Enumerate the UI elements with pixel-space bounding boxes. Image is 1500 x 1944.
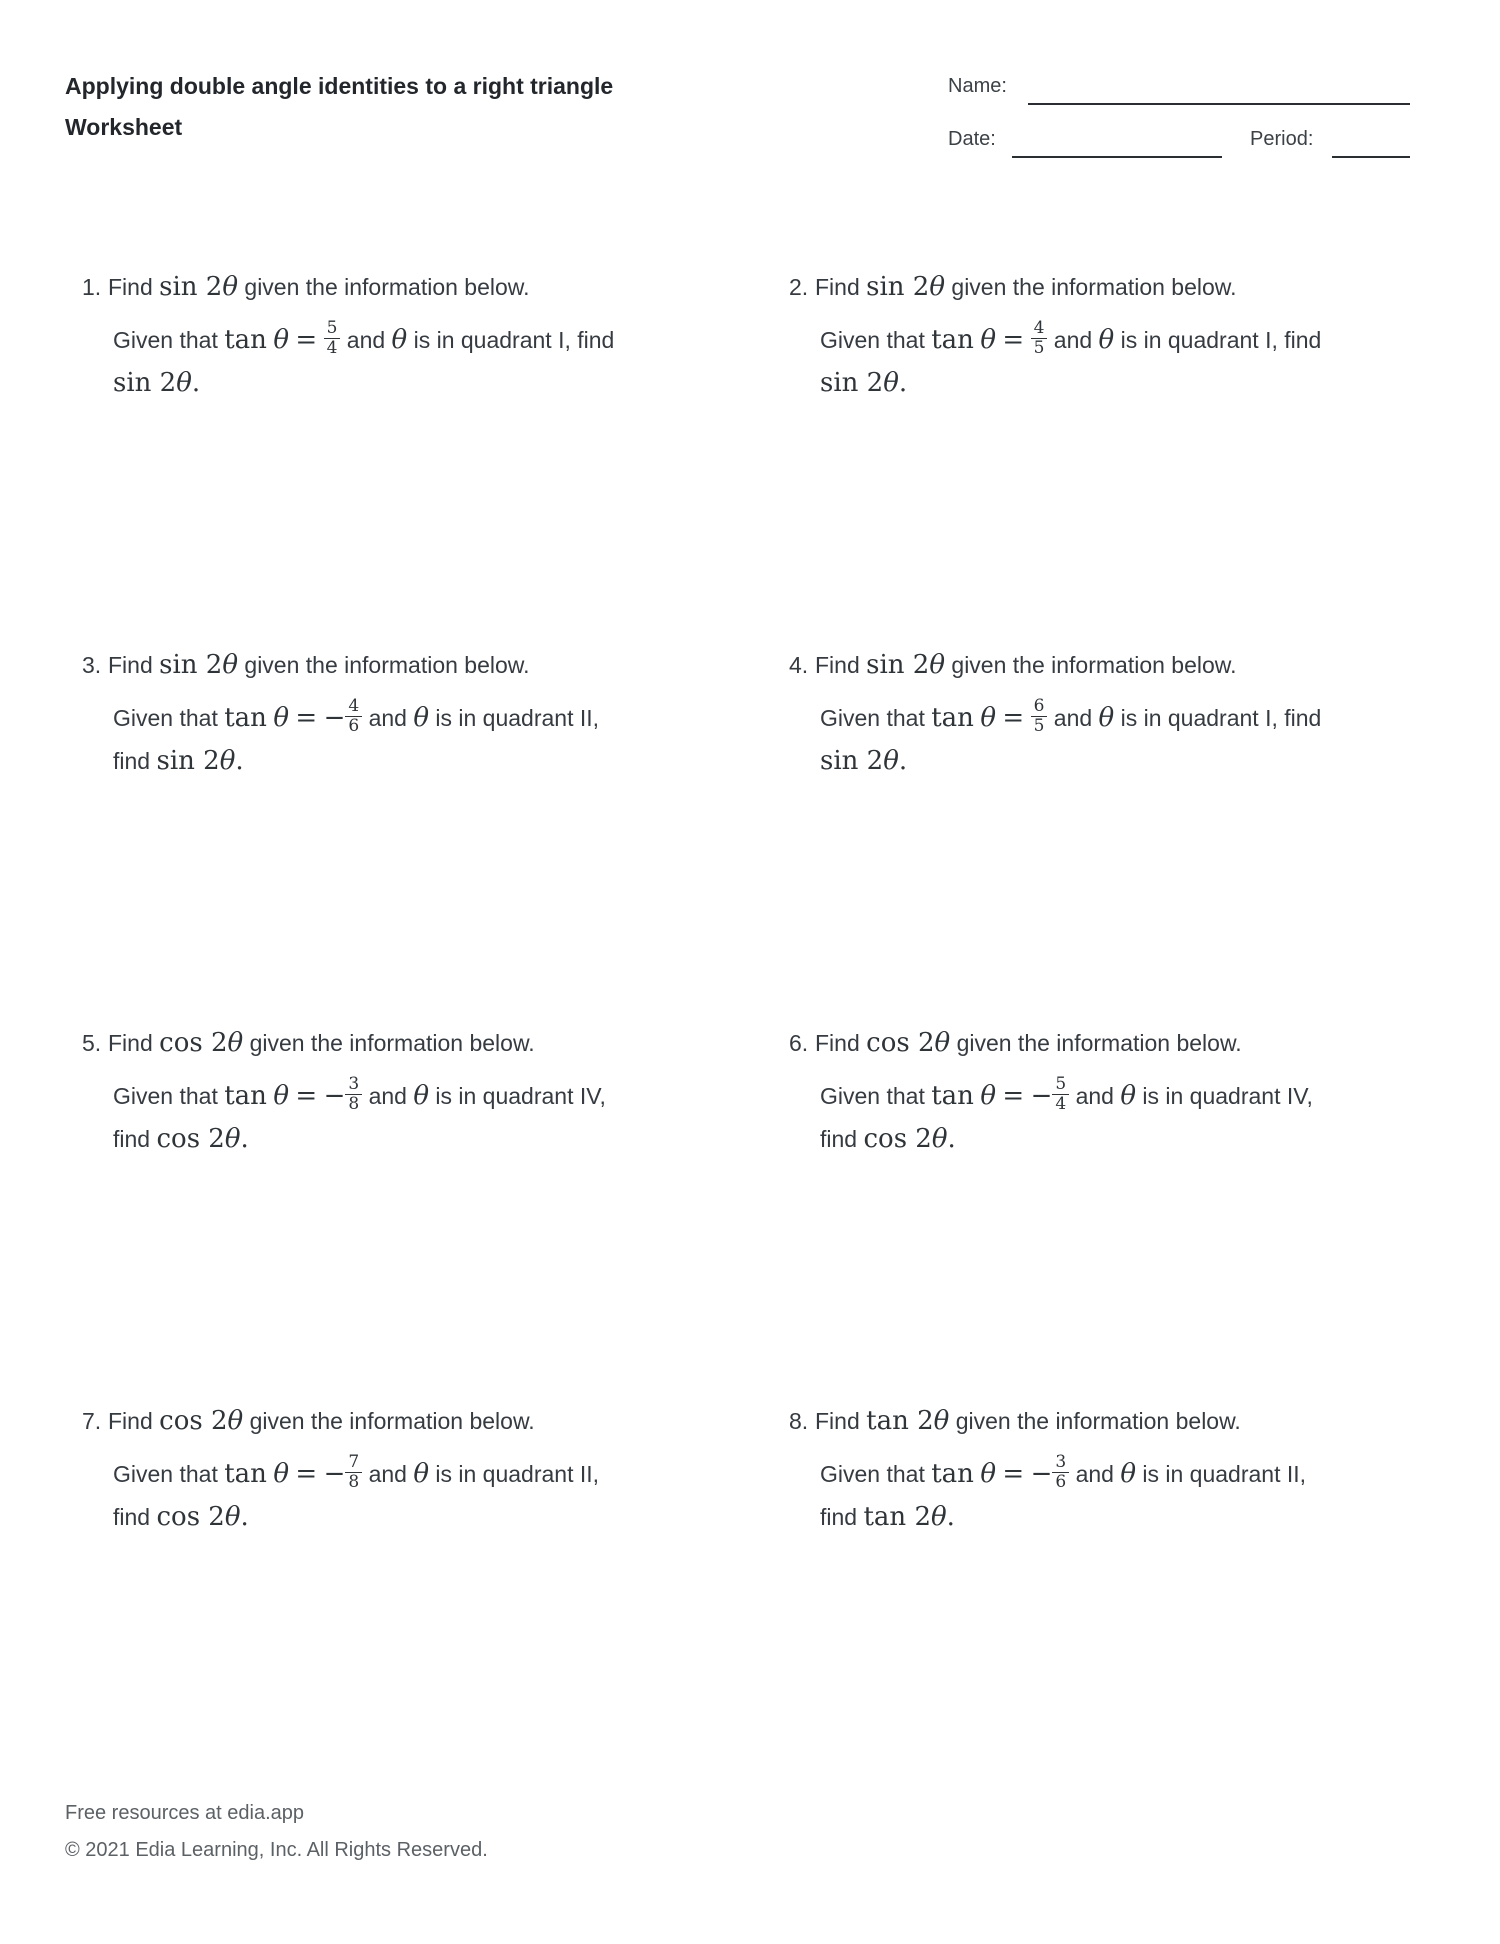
- period-mark: .: [947, 1124, 956, 1154]
- target-math: cos 2: [159, 1028, 228, 1058]
- and-label: and: [1075, 1083, 1114, 1109]
- theta-symbol: θ: [1098, 325, 1115, 355]
- find-prefix: find: [113, 1126, 151, 1152]
- problem-heading: [82, 648, 722, 682]
- quadrant-text: is in quadrant II,: [1142, 1461, 1307, 1487]
- fraction: [324, 319, 341, 359]
- target-math: cos 2: [159, 1406, 228, 1436]
- fraction-numerator: 4: [348, 695, 360, 716]
- theta-symbol: θ: [1120, 1459, 1136, 1489]
- target-math: sin 2: [113, 368, 177, 398]
- quadrant-text: is in quadrant I, find: [1120, 327, 1322, 353]
- tan-label: tan: [224, 1459, 267, 1489]
- find-label: Find: [815, 274, 860, 300]
- period-mark: .: [240, 1124, 249, 1154]
- target-math: cos 2: [156, 1502, 225, 1532]
- problem-body: [113, 1450, 722, 1536]
- and-label: and: [1075, 1461, 1114, 1487]
- problem-number: 6.: [789, 1030, 809, 1056]
- theta-symbol: θ: [413, 1459, 429, 1489]
- theta-symbol: θ: [273, 1459, 289, 1489]
- name-field-line: [1028, 103, 1410, 105]
- given-that-label: Given that: [113, 1461, 218, 1487]
- find-line: [113, 1120, 722, 1158]
- theta-symbol: θ: [931, 1502, 947, 1532]
- worksheet-title-line1: Applying double angle identities to a right triangle: [65, 73, 614, 99]
- fraction-denominator: 6: [1052, 1472, 1069, 1493]
- problem-body: [820, 1450, 1429, 1536]
- problem-heading: [789, 1404, 1429, 1438]
- target-math: cos 2: [156, 1124, 225, 1154]
- target-math: sin 2: [159, 650, 223, 680]
- fraction-denominator: 8: [345, 1472, 362, 1493]
- fraction: [1031, 319, 1048, 359]
- fraction: [1052, 1075, 1069, 1115]
- tan-label: tan: [931, 1081, 974, 1111]
- equals-sign: =: [295, 1081, 318, 1111]
- target-math: tan 2: [863, 1502, 931, 1532]
- problem-heading: [789, 270, 1429, 304]
- given-line: [113, 316, 722, 364]
- problem-8: [789, 1404, 1429, 1536]
- problem-number: 2.: [789, 274, 809, 300]
- theta-symbol: θ: [933, 1406, 950, 1436]
- and-label: and: [368, 1083, 407, 1109]
- find-line: [820, 742, 1429, 780]
- tan-label: tan: [224, 703, 267, 733]
- problem-1: [82, 270, 722, 402]
- period-mark: .: [240, 1502, 249, 1532]
- tan-label: tan: [224, 325, 267, 355]
- problem-body: [820, 1072, 1429, 1158]
- find-prefix: find: [820, 1126, 858, 1152]
- given-that-label: Given that: [113, 327, 218, 353]
- theta-symbol: θ: [224, 1502, 241, 1532]
- find-line: [113, 364, 722, 402]
- theta-symbol: θ: [273, 325, 289, 355]
- problem-number: 1.: [82, 274, 102, 300]
- find-line: [820, 364, 1429, 402]
- given-that-label: Given that: [820, 327, 925, 353]
- given-that-label: Given that: [113, 705, 218, 731]
- minus-sign: −: [323, 1081, 346, 1111]
- given-that-label: Given that: [113, 1083, 218, 1109]
- fraction-denominator: 4: [1052, 1094, 1069, 1115]
- page-footer: [65, 1795, 488, 1869]
- find-line: [113, 742, 722, 780]
- quadrant-text: is in quadrant II,: [435, 705, 600, 731]
- equals-sign: =: [1002, 703, 1025, 733]
- fraction: [345, 1453, 362, 1493]
- find-label: Find: [108, 652, 153, 678]
- given-that-label: Given that: [820, 1083, 925, 1109]
- target-math: sin 2: [866, 650, 930, 680]
- name-label: Name:: [948, 75, 1007, 97]
- period-label: Period:: [1250, 128, 1314, 150]
- problem-2: [789, 270, 1429, 402]
- equals-sign: =: [295, 703, 318, 733]
- equals-sign: =: [1002, 1459, 1025, 1489]
- fraction-numerator: 3: [348, 1073, 360, 1094]
- theta-symbol: θ: [227, 1028, 244, 1058]
- find-prefix: find: [820, 1504, 858, 1530]
- heading-rest: given the information below.: [249, 1408, 535, 1434]
- find-label: Find: [108, 1030, 153, 1056]
- theta-symbol: θ: [273, 1081, 289, 1111]
- fraction: [345, 697, 362, 737]
- problem-body: [820, 316, 1429, 402]
- find-prefix: find: [113, 748, 151, 774]
- fraction-numerator: 5: [326, 317, 338, 338]
- problem-number: 3.: [82, 652, 102, 678]
- period-mark: .: [898, 746, 908, 776]
- quadrant-text: is in quadrant IV,: [435, 1083, 606, 1109]
- theta-symbol: θ: [883, 368, 899, 398]
- given-line: [820, 316, 1429, 364]
- equals-sign: =: [1002, 325, 1025, 355]
- heading-rest: given the information below.: [951, 652, 1237, 678]
- worksheet-title: [65, 66, 613, 148]
- footer-copyright-text: © 2021 Edia Learning, Inc. All Rights Reserved.: [65, 1839, 488, 1861]
- problem-body: [113, 316, 722, 402]
- theta-symbol: θ: [222, 272, 239, 302]
- target-math: cos 2: [863, 1124, 932, 1154]
- heading-rest: given the information below.: [249, 1030, 535, 1056]
- theta-symbol: θ: [883, 746, 899, 776]
- theta-symbol: θ: [413, 703, 429, 733]
- theta-symbol: θ: [929, 272, 946, 302]
- find-label: Find: [108, 274, 153, 300]
- theta-symbol: θ: [176, 368, 192, 398]
- theta-symbol: θ: [227, 1406, 244, 1436]
- and-label: and: [368, 705, 407, 731]
- heading-rest: given the information below.: [951, 274, 1237, 300]
- problem-4: [789, 648, 1429, 780]
- fraction: [345, 1075, 362, 1115]
- theta-symbol: θ: [980, 703, 996, 733]
- fraction-numerator: 4: [1033, 317, 1045, 338]
- given-that-label: Given that: [820, 705, 925, 731]
- theta-symbol: θ: [980, 1081, 996, 1111]
- target-math: sin 2: [866, 272, 930, 302]
- target-math: cos 2: [866, 1028, 935, 1058]
- given-line: [113, 1072, 722, 1120]
- target-math: tan 2: [866, 1406, 934, 1436]
- find-prefix: find: [113, 1504, 151, 1530]
- problem-3: [82, 648, 722, 780]
- fraction-numerator: 3: [1055, 1451, 1067, 1472]
- and-label: and: [1053, 327, 1093, 353]
- quadrant-text: is in quadrant I, find: [413, 327, 615, 353]
- worksheet-title-line2: Worksheet: [65, 114, 183, 140]
- theta-symbol: θ: [980, 1459, 996, 1489]
- given-that-label: Given that: [820, 1461, 925, 1487]
- minus-sign: −: [323, 703, 346, 733]
- tan-label: tan: [931, 325, 974, 355]
- problem-number: 4.: [789, 652, 809, 678]
- and-label: and: [368, 1461, 407, 1487]
- find-label: Find: [815, 652, 860, 678]
- find-line: [820, 1498, 1429, 1536]
- theta-symbol: θ: [1120, 1081, 1136, 1111]
- problem-heading: [789, 648, 1429, 682]
- fraction-denominator: 5: [1031, 716, 1048, 737]
- theta-symbol: θ: [219, 746, 236, 776]
- target-math: sin 2: [820, 746, 884, 776]
- find-label: Find: [815, 1030, 860, 1056]
- theta-symbol: θ: [391, 325, 408, 355]
- period-field-line: [1332, 156, 1410, 158]
- theta-symbol: θ: [222, 650, 239, 680]
- problem-body: [820, 694, 1429, 780]
- equals-sign: =: [1002, 1081, 1025, 1111]
- problem-number: 7.: [82, 1408, 102, 1434]
- target-math: sin 2: [159, 272, 223, 302]
- problem-heading: [82, 1026, 722, 1060]
- tan-label: tan: [931, 703, 974, 733]
- problem-6: [789, 1026, 1429, 1158]
- period-mark: .: [235, 746, 244, 776]
- quadrant-text: is in quadrant I, find: [1120, 705, 1322, 731]
- footer-resources-text: Free resources at edia.app: [65, 1802, 305, 1824]
- tan-label: tan: [224, 1081, 267, 1111]
- minus-sign: −: [1030, 1459, 1053, 1489]
- fraction-denominator: 8: [345, 1094, 362, 1115]
- fraction-numerator: 7: [348, 1451, 360, 1472]
- target-math: sin 2: [820, 368, 884, 398]
- period-mark: .: [946, 1502, 955, 1532]
- problem-heading: [82, 270, 722, 304]
- theta-symbol: θ: [934, 1028, 951, 1058]
- minus-sign: −: [323, 1459, 346, 1489]
- given-line: [820, 1072, 1429, 1120]
- heading-rest: given the information below.: [955, 1408, 1241, 1434]
- problem-body: [113, 1072, 722, 1158]
- heading-rest: given the information below.: [244, 274, 530, 300]
- fraction: [1031, 697, 1048, 737]
- theta-symbol: θ: [413, 1081, 429, 1111]
- find-line: [113, 1498, 722, 1536]
- quadrant-text: is in quadrant IV,: [1142, 1083, 1313, 1109]
- and-label: and: [346, 327, 386, 353]
- date-label: Date:: [948, 128, 996, 150]
- period-mark: .: [898, 368, 908, 398]
- period-mark: .: [191, 368, 201, 398]
- equals-sign: =: [295, 1459, 318, 1489]
- given-line: [820, 694, 1429, 742]
- heading-rest: given the information below.: [956, 1030, 1242, 1056]
- fraction: [1052, 1453, 1069, 1493]
- target-math: sin 2: [156, 746, 220, 776]
- problem-number: 8.: [789, 1408, 809, 1434]
- equals-sign: =: [295, 325, 318, 355]
- heading-rest: given the information below.: [244, 652, 530, 678]
- find-label: Find: [815, 1408, 860, 1434]
- theta-symbol: θ: [273, 703, 289, 733]
- problem-heading: [789, 1026, 1429, 1060]
- fraction-denominator: 4: [324, 338, 341, 359]
- problem-number: 5.: [82, 1030, 102, 1056]
- given-line: [113, 694, 722, 742]
- given-line: [113, 1450, 722, 1498]
- theta-symbol: θ: [929, 650, 946, 680]
- find-line: [820, 1120, 1429, 1158]
- tan-label: tan: [931, 1459, 974, 1489]
- given-line: [820, 1450, 1429, 1498]
- theta-symbol: θ: [224, 1124, 241, 1154]
- minus-sign: −: [1030, 1081, 1053, 1111]
- problem-heading: [82, 1404, 722, 1438]
- fraction-numerator: 6: [1033, 695, 1045, 716]
- fraction-numerator: 5: [1055, 1073, 1067, 1094]
- problem-7: [82, 1404, 722, 1536]
- problem-5: [82, 1026, 722, 1158]
- quadrant-text: is in quadrant II,: [435, 1461, 600, 1487]
- theta-symbol: θ: [1098, 703, 1115, 733]
- problem-body: [113, 694, 722, 780]
- fraction-denominator: 6: [345, 716, 362, 737]
- find-label: Find: [108, 1408, 153, 1434]
- theta-symbol: θ: [980, 325, 996, 355]
- theta-symbol: θ: [931, 1124, 948, 1154]
- date-field-line: [1012, 156, 1222, 158]
- fraction-denominator: 5: [1031, 338, 1048, 359]
- and-label: and: [1053, 705, 1093, 731]
